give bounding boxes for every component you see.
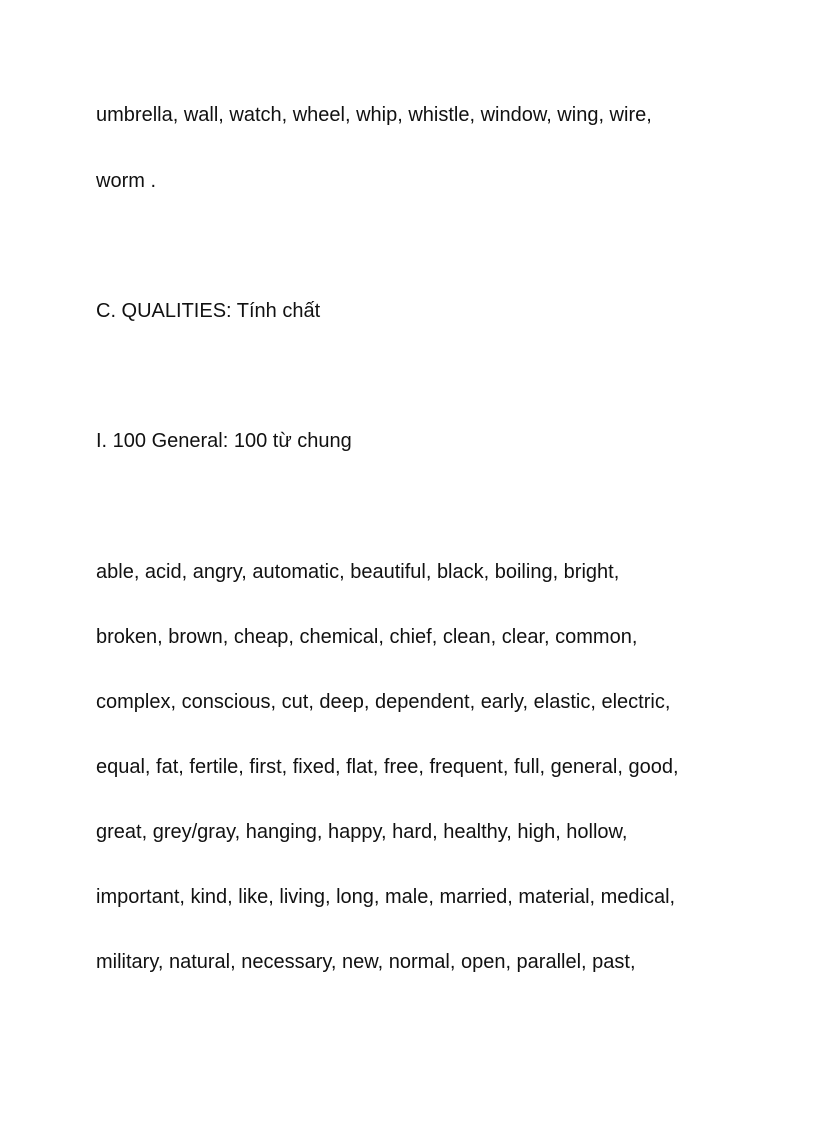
text-line-qualities-6: important, kind, like, living, long, male, married, material, medical, (96, 886, 676, 908)
text-line-qualities-1: able, acid, angry, automatic, beautiful, black, boiling, bright, (96, 561, 620, 583)
text-line-qualities-4: equal, fat, fertile, first, fixed, flat, free, frequent, full, general, good, (96, 756, 679, 778)
text-line-qualities-7: military, natural, necessary, new, normal, open, parallel, past, (96, 951, 636, 973)
text-line-items-end: worm . (96, 170, 156, 192)
text-line-items-list: umbrella, wall, watch, wheel, whip, whistle, window, wing, wire, (96, 104, 652, 126)
text-line-qualities-2: broken, brown, cheap, chemical, chief, clean, clear, common, (96, 626, 638, 648)
subsection-heading-general: I. 100 General: 100 từ chung (96, 430, 352, 452)
text-line-qualities-3: complex, conscious, cut, deep, dependent, early, elastic, electric, (96, 691, 671, 713)
text-line-qualities-5: great, grey/gray, hanging, happy, hard, healthy, high, hollow, (96, 821, 628, 843)
section-heading-qualities: C. QUALITIES: Tính chất (96, 300, 321, 322)
